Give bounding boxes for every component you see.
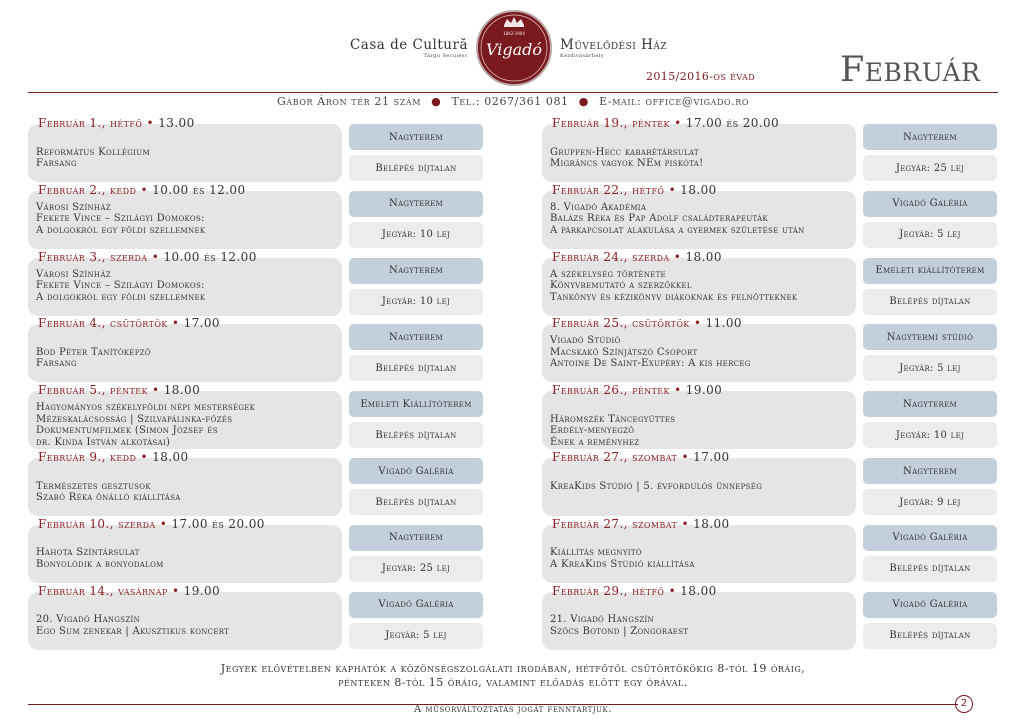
org-name-romanian: Casa de Cultură Târgu Secuiesc [338,37,468,60]
event-description-line [36,335,151,347]
bullet-dot: • [142,116,159,130]
bullet-dot: • [147,249,164,264]
event-venue-badge: Nagyterem [349,525,483,551]
contact-phone: Tel.: 0267/361 081 [451,95,569,108]
event-time: 17.00 és 20.00 [171,516,265,531]
bullet-dot: • [155,516,172,531]
event-description [550,335,751,370]
bullet-dot: • [669,249,686,264]
event-venue-badge: Nagyterem [863,458,997,484]
event-venue-badge: Nagyterem [349,124,483,150]
contact-address: Gábor Áron tér 21 szám [276,95,422,108]
event-description-line: Könyvbemutató a szerzőkkel [550,280,692,292]
event-time: 18.00 [152,450,189,464]
event-price-badge: Jegyár: 10 lej [863,422,997,448]
event-description-line: Vigadó Stúdió [550,335,621,347]
separator-dot: ● [578,95,589,108]
bullet-dot: • [664,583,681,598]
bullet-dot: • [677,450,694,464]
event-description [36,202,205,237]
event-date-label: Február 24., szerda [552,249,670,264]
event-price-badge: Jegyár: 9 lej [863,489,997,515]
bullet-dot: • [689,316,706,331]
contact-email: E-mail: office@vigado.ro [599,95,750,108]
event-venue-badge: Nagyterem [863,391,997,417]
event-price-badge: Jegyár: 10 lej [349,289,483,315]
bullet-dot: • [677,516,694,531]
event-venue-badge: Vigadó Galéria [863,525,997,551]
season-label: 2015/2016-os évad [646,70,756,83]
bullet-dot: • [147,383,164,398]
event-venue-badge: Vigadó Galéria [349,592,483,618]
bullet-dot: • [664,182,681,197]
svg-text:1842-1904: 1842-1904 [503,31,525,36]
event-price-badge: Jegyár: 25 lej [863,155,997,181]
event-description-line: Fekete Vince – Szilágyi Domokos: [36,280,205,292]
event-date [552,183,717,197]
event-venue-badge: Nagyterem [349,324,483,350]
event-date-label: Február 27., szombat [552,516,678,531]
event-time: 19.00 [685,383,723,398]
event-description-line [550,469,762,481]
event-description-line: Városi Színház [36,201,111,213]
event-description-line: Farsang [36,158,77,169]
event-description-line: 20. Vigadó Hangszín [36,614,140,626]
event-date-label: Február 25., csütörtök [552,316,690,331]
event-date-label: Február 2., kedd [38,182,137,197]
event-description-line: Hahota Színtársulat [36,547,140,559]
event-description [36,536,164,571]
contact-line [28,95,998,108]
event-description-line [36,135,150,147]
event-date [38,450,189,464]
event-description-line: Ego Sum zenekar | Akusztikus koncert [36,625,230,637]
event-venue-badge: Emeleti Kiállítóterem [349,391,483,417]
event-description [550,469,762,492]
event-description-line: Háromszék Táncegyüttes [550,413,676,425]
event-description-line [550,135,703,147]
event-date-label: Február 26., péntek [552,383,670,398]
bullet-dot: • [669,383,686,398]
event-description-line: dr. Kinda István alkotásai) [36,436,171,448]
event-description-line: Farsang [36,358,77,370]
ticket-info-line-2: pénteken 8-tól 15 óráig, valamint előadás előtt egy órával. [338,676,688,689]
event-description [550,536,695,571]
ticket-info [28,662,998,690]
event-venue-badge: Vigadó Galéria [863,592,997,618]
event-date [38,183,246,197]
event-venue-badge: Vigadó Galéria [349,458,483,484]
event-description [36,135,150,170]
event-date [38,116,195,130]
event-description-line: Erdély-menyegző [550,425,635,437]
org-city-hungarian: Kézdivásárhely [560,53,604,59]
event-price-badge: Jegyár: 5 lej [349,623,483,649]
event-time: 18.00 [680,583,717,598]
event-description-line: Szabó Réka önálló kiállítása [36,492,181,503]
event-date-label: Február 19., péntek [552,116,670,130]
event-date [38,517,265,531]
event-description-line: Természetes gesztusok [36,480,151,492]
event-description [550,269,797,304]
event-description-line: Balázs Réka és Pap Adolf családterapeuták [550,213,768,225]
event-description [36,335,151,370]
event-price-badge: Belépés díjtalan [349,422,483,448]
event-time: 18.00 [163,383,201,398]
event-description-line [36,603,229,615]
event-date-label: Február 22., hétfő [552,182,665,197]
event-description-line: Városi Színház [36,268,111,280]
event-date-label: Február 10., szerda [38,516,156,531]
event-description [550,402,675,448]
event-description [550,202,805,237]
event-venue-badge: Nagyterem [863,124,997,150]
event-price-badge: Belépés díjtalan [349,489,483,515]
event-price-badge: Belépés díjtalan [863,289,997,315]
event-date-label: Február 5., péntek [38,383,148,398]
event-date-label: Február 3., szerda [38,249,148,264]
event-venue-badge: Nagytermi stúdió [863,324,997,350]
event-description-line: Református Kollégium [36,146,150,158]
event-time: 18.00 [693,516,730,531]
event-description-line: KreaKids Stúdió | 5. évfordulós ünnepség [550,480,763,492]
event-description-line: Tankönyv és kézikönyv diákoknak és felnőtteknek [550,291,798,303]
bullet-dot: • [669,116,686,130]
event-price-badge: Jegyár: 5 lej [863,222,997,248]
event-price-badge: Belépés díjtalan [863,556,997,582]
event-description-line: Macskakő Színjátszó Csoport [550,346,698,358]
event-date-label: Február 29., hétfő [552,583,665,598]
event-date [552,383,722,397]
event-date-label: Február 9., kedd [38,450,137,464]
event-time: 18.00 [680,182,717,197]
event-time: 17.00 [183,316,220,331]
event-description-line: Szőcs Botond | Zongoraest [550,625,689,637]
event-description-line: Hagyományos székelyföldi népi mesterségek [36,402,256,414]
event-price-badge: Jegyár: 5 lej [863,355,997,381]
event-date [552,250,722,264]
event-venue-badge: Nagyterem [349,191,483,217]
event-date [38,250,257,264]
event-description-line: A dolgokról egy földi szellemnek [36,224,206,236]
event-time: 17.00 [693,450,730,464]
event-date [552,316,742,330]
event-time: 19.00 [183,583,221,598]
bullet-dot: • [167,583,184,598]
event-description-line: 21. Vigadó Hangszín [550,614,654,626]
event-venue-badge: Emeleti kiállítóterem [863,258,997,284]
event-description-line [550,402,675,414]
event-description-line: 8. Vigadó Akadémia [550,201,647,213]
event-description-line: Kiállítás megnyitó [550,547,642,559]
event-date [552,450,730,464]
event-time: 13.00 [158,116,195,130]
event-description-line: Ének a reményhez [550,436,640,448]
event-time: 18.00 [685,249,722,264]
event-description-line: A székelység története [550,268,666,280]
event-description-line [36,536,164,548]
event-description-line: Bod Péter Tanítóképző [36,346,151,358]
svg-text:Vigadó: Vigadó [485,40,543,59]
bullet-dot: • [136,450,153,464]
event-description [550,603,688,638]
org-name-hungarian: Művelődési Ház Kézdivásárhely [560,37,710,60]
disclaimer: A műsorváltoztatás jogát fenntartjuk. [414,704,612,715]
bullet-dot: • [167,316,184,331]
event-description [550,135,703,170]
event-date [552,116,779,130]
event-date-label: Február 1., hétfő [38,116,143,130]
page-number: 2 [955,695,973,713]
event-description-line: Bonyolódik a bonyodalom [36,558,164,570]
event-time: 11.00 [705,316,742,331]
event-description-line: A dolgokról egy földi szellemnek [36,291,206,303]
event-description-line: A párkapcsolat alakulása a gyermek születése után [550,224,805,236]
event-description-line: Antoine De Saint-Exupéry: A kis herceg [550,358,751,370]
event-description-line: Fekete Vince – Szilágyi Domokos: [36,213,205,225]
header-divider [28,92,998,93]
event-description-line: Gruppen-Hecc kabarétársulat [550,146,699,158]
vigado-logo [474,8,554,88]
event-price-badge: Belépés díjtalan [863,623,997,649]
event-venue-badge: Nagyterem [349,258,483,284]
event-price-badge: Belépés díjtalan [349,355,483,381]
event-description-line: Migráncs vagyok NEm piskóta! [550,158,704,169]
event-venue-badge: Vigadó Galéria [863,191,997,217]
separator-dot: ● [431,95,442,108]
event-date-label: Február 14., vasárnap [38,583,168,598]
event-date [38,584,220,598]
event-price-badge: Jegyár: 10 lej [349,222,483,248]
event-description [36,269,205,304]
month-title: Február [840,50,981,90]
event-description-line: Mézeskalácsosság | Szilvapálinka-főzés [36,413,233,425]
event-description [36,469,181,504]
event-price-badge: Jegyár: 25 lej [349,556,483,582]
event-date-label: Február 4., csütörtök [38,316,168,331]
ticket-info-line-1: Jegyek elővételben kaphatók a közönségszolgálati irodában, hétfőtől csütörtökökig 8-tól 19 óráig, [220,662,806,675]
event-description-line: A KreaKids Stúdió kiállítása [550,558,695,570]
event-date [38,316,220,330]
bullet-dot: • [136,182,153,197]
org-city-romanian: Târgu Secuiesc [423,53,468,59]
event-price-badge: Belépés díjtalan [349,155,483,181]
event-description [36,603,229,638]
event-date [38,383,200,397]
event-date [552,517,730,531]
event-description-line [36,469,181,481]
event-time: 10.00 és 12.00 [163,249,257,264]
event-time: 10.00 és 12.00 [152,182,246,197]
event-description [36,402,255,448]
event-date [552,584,717,598]
event-date-label: Február 27., szombat [552,450,678,464]
event-time: 17.00 és 20.00 [685,116,780,130]
event-description-line [550,603,688,615]
event-description-line: Dokumentumfilmek (Simon József és [36,425,218,437]
event-description-line [550,536,695,548]
